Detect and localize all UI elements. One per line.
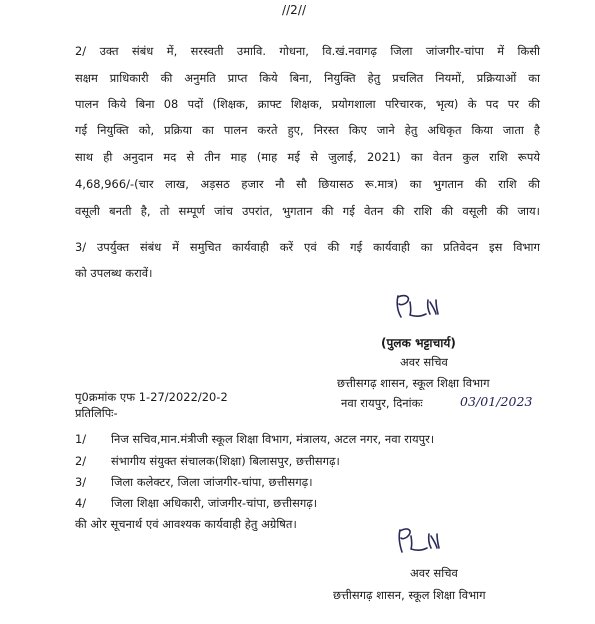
para3-line-1: 3/ उपर्युक्त संबंध में समुचित कार्यवाही करें एवं की गई कार्यवाही का प्रतिवेदन इस विभाग <box>75 240 540 254</box>
para2-line-7: वसूली बनती है, तो सम्पूर्ण जांच उपरांत, भुगतान की गई वेतन की राशि की वसूली की जाय। <box>75 204 540 218</box>
recipient-num-1: 1/ <box>75 432 87 446</box>
para2-line-3: पालन किये बिना 08 पदों (शिक्षक, क्राफ्ट शिक्षक, प्रयोगशाला परिचारक, भृत्य) के पद पर की <box>75 97 540 111</box>
recipient-num-3: 3/ <box>75 475 87 489</box>
endorsement-ref: पृ0क्रमांक एफ 1-27/2022/20-2 <box>75 390 228 404</box>
signatory-designation: अवर सचिव <box>400 355 448 369</box>
para2-line-2: सक्षम प्राधिकारी की अनुमति प्राप्त किये बिना, नियुक्ति हेतु प्रचलित नियमों, प्रक्रियाओं का <box>75 71 540 85</box>
signature-1-mark <box>392 290 452 324</box>
signatory-2-designation: अवर सचिव <box>410 566 458 580</box>
para2-line-4: गई नियुक्ति को, प्रक्रिया का पालन करते हुए, निरस्त किए जाने हेतु अधिकृत किया जाता है <box>75 123 540 137</box>
handwritten-date: 03/01/2023 <box>460 394 533 409</box>
para2-line-5: साथ ही अनुदान मद से तीन माह (माह मई से जुलाई, 2021) का वेतन कुल राशि रूपये <box>75 150 540 164</box>
page-number: //2// <box>282 3 307 17</box>
recipient-text-1: निज सचिव,मान.मंत्रीजी स्कूल शिक्षा विभाग, मंत्रालय, अटल नगर, नवा रायपुर। <box>111 432 435 446</box>
recipient-text-2: संभागीय संयुक्त संचालक(शिक्षा) बिलासपुर, छत्तीसगढ़। <box>111 454 340 468</box>
signatory-name: (पुलक भट्टाचार्य) <box>381 336 456 350</box>
signatory-2-department: छत्तीसगढ़ शासन, स्कूल शिक्षा विभाग <box>333 588 486 602</box>
signatory-department: छत्तीसगढ़ शासन, स्कूल शिक्षा विभाग <box>337 376 490 390</box>
copy-label: प्रतिलिपिः- <box>75 406 118 420</box>
closing-line: की ओर सूचनार्थ एवं आवश्यक कार्यवाही हेतु अग्रेषित। <box>75 517 297 531</box>
recipient-num-4: 4/ <box>75 496 87 510</box>
signature-2-mark <box>394 522 450 558</box>
para2-line-6: 4,68,966/-(चार लाख, अड़सठ हजार नौ सौ छियासठ रू.मात्र) का भुगतान की राशि की <box>75 177 540 191</box>
para2-line-1: 2/ उक्त संबंध में, सरस्वती उमावि. गोधना, वि.खं.नवागढ़ जिला जांजगीर-चांपा में किसी <box>75 44 540 58</box>
place-date-label: नवा रायपुर, दिनांकः <box>341 396 423 410</box>
para3-line-2: को उपलब्ध करावें। <box>75 266 153 280</box>
recipient-text-3: जिला कलेक्टर, जिला जांजगीर-चांपा, छत्तीसगढ़। <box>111 475 313 489</box>
recipient-text-4: जिला शिक्षा अधिकारी, जांजगीर-चांपा, छत्तीसगढ़। <box>111 496 318 510</box>
recipient-num-2: 2/ <box>75 454 87 468</box>
